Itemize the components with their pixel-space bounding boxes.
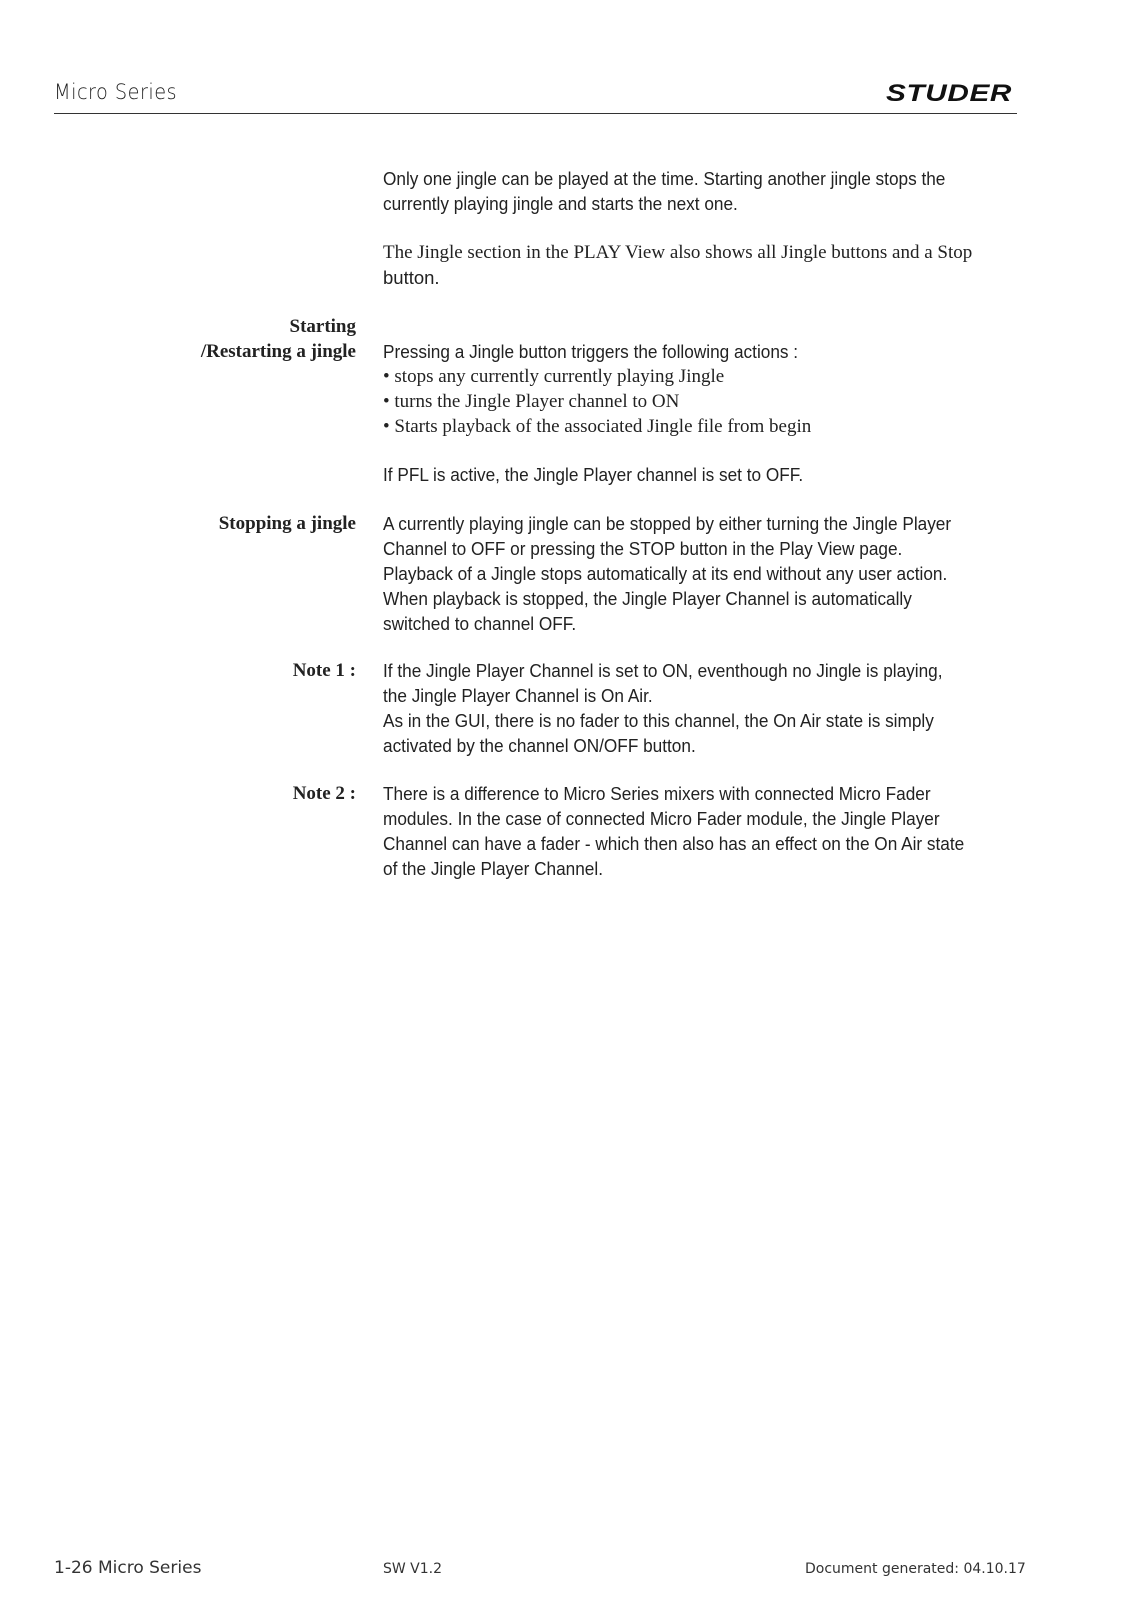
note-1-label: Note 1 :: [292, 660, 356, 681]
footer-version: SW V1.2: [383, 1561, 443, 1577]
text-line: activated by the channel ON/OFF button.: [383, 735, 696, 756]
pfl-note: [383, 462, 976, 487]
list-item: • Starts playback of the associated Jingle file from begin: [383, 416, 812, 437]
text-line: button.: [383, 267, 440, 288]
text-line: There is a difference to Micro Series mixers with connected Micro Fader: [383, 783, 931, 804]
list-item: • turns the Jingle Player channel to ON: [383, 391, 680, 412]
note-2-paragraph: [383, 781, 976, 881]
text-line: If PFL is active, the Jingle Player channel is set to OFF.: [383, 464, 804, 485]
text-line: When playback is stopped, the Jingle Player Channel is automatically: [383, 588, 912, 609]
starting-lead: [383, 339, 976, 364]
text-line: The Jingle section in the PLAY View also shows all Jingle buttons and a Stop: [383, 242, 973, 263]
text-line: Playback of a Jingle stops automatically at its end without any user action.: [383, 563, 948, 584]
stopping-paragraph: [383, 511, 976, 636]
note-1-paragraph: [383, 658, 976, 758]
text-line: Channel to OFF or pressing the STOP button in the Play View page.: [383, 538, 903, 559]
text-line: modules. In the case of connected Micro Fader module, the Jingle Player: [383, 808, 940, 829]
text-line: If the Jingle Player Channel is set to ON, eventhough no Jingle is playing,: [383, 660, 943, 681]
header-rule: [54, 113, 1017, 114]
starting-actions-list: [383, 364, 1021, 439]
text-line: of the Jingle Player Channel.: [383, 858, 603, 879]
svg-text:STUDER: STUDER: [886, 82, 1013, 104]
text-line: A currently playing jingle can be stopped by either turning the Jingle Player: [383, 513, 952, 534]
intro-paragraph-1: [383, 166, 976, 216]
studer-logo: [886, 82, 1014, 104]
intro-paragraph-2: [383, 240, 1021, 290]
running-header-title: Micro Series: [54, 80, 178, 104]
text-line: Pressing a Jingle button triggers the following actions :: [383, 341, 799, 362]
section-label-line: Starting: [289, 316, 356, 337]
text-line: the Jingle Player Channel is On Air.: [383, 685, 653, 706]
section-label-starting: [201, 314, 356, 364]
list-item: • stops any currently currently playing Jingle: [383, 366, 725, 387]
text-line: switched to channel OFF.: [383, 613, 577, 634]
note-2-label: Note 2 :: [292, 783, 356, 804]
text-line: currently playing jingle and starts the next one.: [383, 193, 738, 214]
footer-page-number: 1-26 Micro Series: [54, 1558, 202, 1578]
section-label-stopping: Stopping a jingle: [218, 513, 356, 534]
text-line: As in the GUI, there is no fader to this channel, the On Air state is simply: [383, 710, 934, 731]
section-label-line: /Restarting a jingle: [200, 341, 356, 362]
footer-generated-date: Document generated: 04.10.17: [805, 1561, 1026, 1577]
text-line: Only one jingle can be played at the time. Starting another jingle stops the: [383, 168, 946, 189]
text-line: Channel can have a fader - which then also has an effect on the On Air state: [383, 833, 965, 854]
